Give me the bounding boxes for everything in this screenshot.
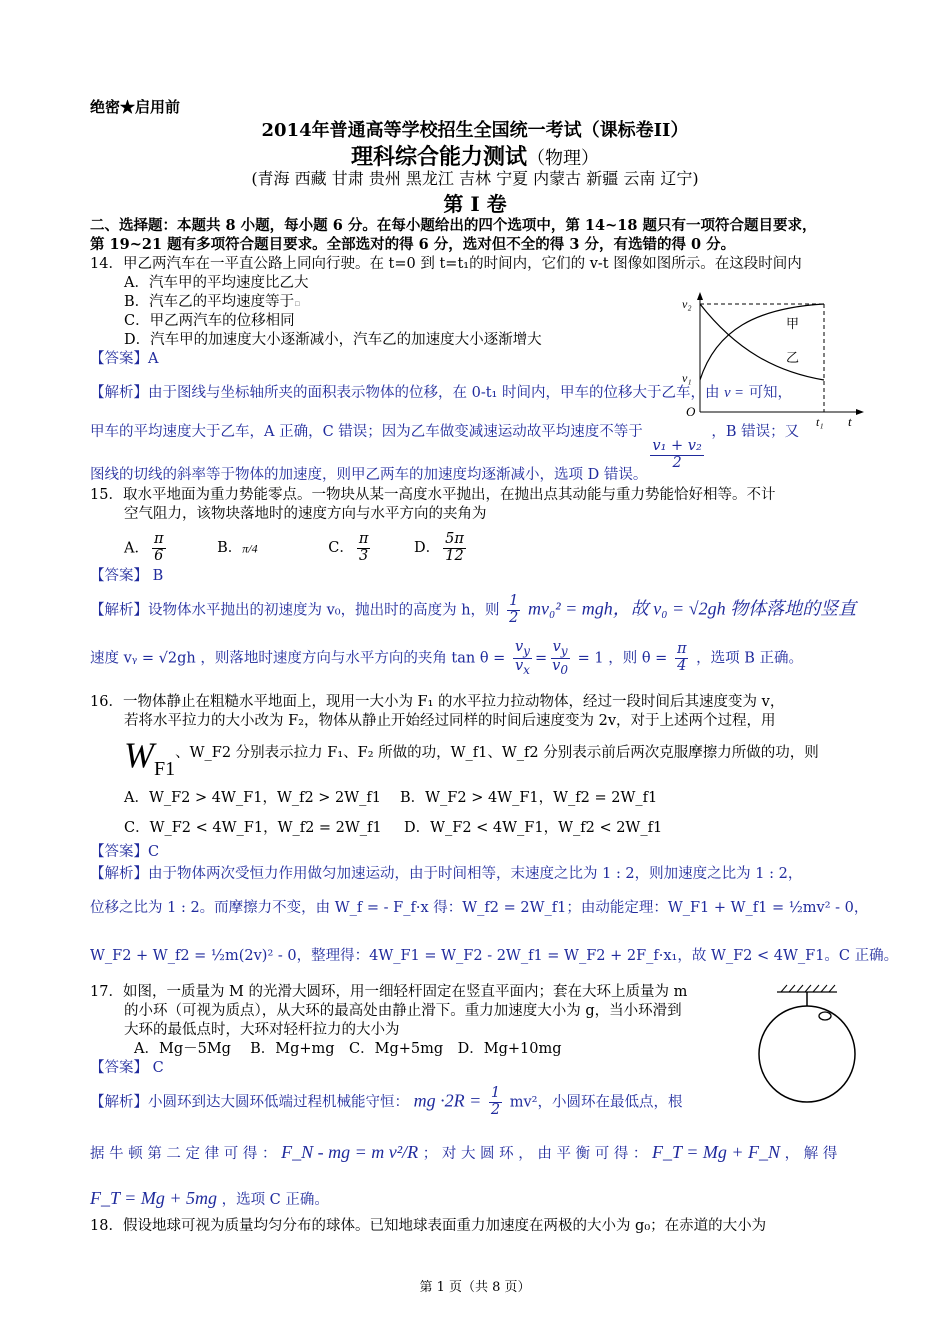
- ring-diagram: [755, 982, 865, 1112]
- subtitle-sub: （物理）: [527, 148, 599, 169]
- q18-stem: 18．假设地球可视为质量均匀分布的球体。已知地球表面重力加速度在两极的大小为 g₀；在赤道的大小为: [90, 1218, 767, 1234]
- q17-exp2d: F_T = Mg + F_N: [652, 1142, 781, 1162]
- q15-a-frac: [152, 532, 166, 565]
- graph-label-t1: t₁: [816, 415, 824, 429]
- q16-option-c: C．W_F2 < 4W_F1，W_f2 = 2W_f1: [124, 820, 382, 836]
- graph-label-jia: 甲: [786, 317, 800, 332]
- q14-frac-num: v₁ + v₂: [652, 438, 702, 454]
- q16-stem1: 16．一物体静止在粗糙水平地面上，现用一大小为 F₁ 的水平拉力拉动物体，经过一段时间后其速度变为 v，: [90, 694, 785, 710]
- q17-exp1c: mv²，小圆环在最低点，根: [509, 1094, 683, 1111]
- q17-exp2c: ； 对 大 圆 环 ， 由 平 衡 可 得 ：: [422, 1146, 648, 1162]
- secret-label: 绝密★启用前: [90, 98, 181, 116]
- q15-d-label: D．: [414, 540, 441, 557]
- vt-graph: [676, 290, 866, 430]
- q16-w-big: [124, 735, 176, 781]
- q15-c-den: 3: [359, 547, 369, 564]
- q17-exp3b: ，选项 C 正确。: [221, 1192, 329, 1208]
- q15-exp2-frac3: $\frac{\pi}{4}$: [676, 641, 687, 675]
- q15-b-label: B．: [217, 540, 243, 557]
- q14-option-c: C．甲乙两汽车的位移相同: [124, 313, 295, 329]
- q14-frac-den: 2: [672, 454, 682, 471]
- q14-answer: 【答案】A: [90, 351, 159, 367]
- q14-exp1-text: 【解析】由于图线与坐标轴所夹的面积表示物体的位移，在 0-t₁ 时间内，甲车的位移大于乙车，由: [90, 385, 720, 401]
- q15-b-val: π/4: [242, 541, 258, 556]
- q17-stem3: 大环的最低点时，大环对轻杆拉力的大小为: [124, 1022, 400, 1038]
- q16-w-sub: F1: [154, 758, 176, 781]
- q16-option-a: A．W_F2 > 4W_F1，W_f2 > 2W_f1: [124, 790, 382, 806]
- q15-a-num: π: [153, 531, 164, 547]
- q15-stem2: 空气阻力，该物块落地时的速度方向与水平方向的夹角为: [124, 506, 487, 522]
- curve-jia: [700, 304, 824, 380]
- q15-exp-line2: 速度 vᵧ = √2gh ，则落地时速度方向与水平方向的夹角 tan θ = $\frac{v_y}{v_x}$ = $\frac{v_y}{v_0}$ = 1 ，则 θ = $\frac{\pi}{4}$ ，选项 B 正确。: [90, 639, 803, 678]
- page-footer: 第 1 页（共 8 页）: [419, 1280, 531, 1295]
- q15-exp2a: 速度 vᵧ = √2gh ，则落地时速度方向与水平方向的夹角 tan θ =: [90, 650, 506, 667]
- graph-label-v1: v₁: [682, 371, 692, 385]
- q14-option-b-text: B．汽车乙的平均速度等于: [124, 294, 295, 310]
- q16-option-d: D．W_F2 < 4W_F1，W_f2 < 2W_f1: [404, 820, 663, 836]
- graph-label-t: t: [848, 414, 852, 429]
- q14-exp-line1: [90, 381, 792, 402]
- q15-c-num: π: [358, 531, 369, 547]
- q15-exp1a: 【解析】设物体水平抛出的初速度为 v₀，抛出时的高度为 h，则: [90, 602, 500, 619]
- q16-answer: 【答案】C: [90, 844, 160, 860]
- q17-exp-line3: [90, 1188, 329, 1209]
- q15-exp2-frac2: $\frac{v_y}{v_0}$: [552, 639, 569, 678]
- subtitle-main: 理科综合能力测试: [350, 144, 527, 170]
- q17-answer: 【答案】 C: [90, 1060, 164, 1076]
- q15-exp1-half: $\frac{1}{2}$: [509, 593, 519, 626]
- q17-exp1-half: $\frac{1}{2}$: [490, 1085, 501, 1118]
- q17-exp3a: F_T = Mg + 5mg: [90, 1188, 217, 1208]
- section2-line2: 第 19~21 题有多项符合题目要求。全部选对的得 6 分，选对但不全的得 3 分，有选错的得 0 分。: [90, 236, 736, 253]
- q14-option-b-fraction-glyph: ▫: [294, 299, 301, 309]
- q15-d-frac: [443, 532, 466, 565]
- volume-title: 第 Ⅰ 卷: [443, 192, 507, 216]
- q14-option-b: [124, 290, 300, 311]
- graph-label-yi: 乙: [786, 351, 800, 366]
- q14-exp-line3: 图线的切线的斜率等于物体的加速度，则甲乙两车的加速度均逐渐减小，选项 D 错误。: [90, 467, 648, 483]
- q15-exp2b: = 1 ，则 θ =: [577, 650, 668, 667]
- q15-exp1b: mv₀² = mgh，故 v₀ = √2gh 物体落地的竖直: [528, 598, 857, 619]
- q15-a-label: A．: [124, 540, 149, 557]
- q15-answer: 【答案】 B: [90, 568, 164, 584]
- q14-option-a: A．汽车甲的平均速度比乙大: [124, 275, 309, 291]
- q16-stem3-text: 、W_F2 分别表示拉力 F₁、F₂ 所做的功，W_f1、W_f2 分别表示前后两次克服摩擦力所做的功，则: [175, 745, 819, 761]
- q16-stem3: [124, 734, 819, 781]
- q17-stem1: 17．如图，一质量为 M 的光滑大圆环，用一细轻杆固定在竖直平面内；套在大环上质量为 m: [90, 984, 688, 1000]
- q15-d-den: 12: [445, 547, 464, 564]
- q15-exp-line1: [90, 594, 856, 627]
- graph-v-axis-arrow: [697, 292, 703, 300]
- q14-stem: 14．甲乙两汽车在一平直公路上同向行驶。在 t=0 到 t=t₁的时间内，它们的 v-t 图像如图所示。在这段时间内: [90, 256, 802, 272]
- big-ring: [759, 1006, 855, 1102]
- q17-options: A．Mg－5Mg B．Mg+mg C．Mg+5mg D．Mg+10mg: [134, 1041, 562, 1057]
- q14-option-d: D．汽车甲的加速度大小逐渐减小，汽车乙的加速度大小逐渐增大: [124, 332, 542, 348]
- q15-options: [124, 532, 469, 565]
- q17-stem2: 的小环（可视为质点），从大环的最高处由静止滑下。重力加速度大小为 g，当小环滑到: [124, 1003, 682, 1019]
- q17-exp-line2: [90, 1142, 837, 1163]
- regions-line: (青海 西藏 甘肃 贵州 黑龙江 吉林 宁夏 内蒙古 新疆 云南 辽宁): [251, 169, 699, 188]
- q15-c-label: C．: [328, 540, 354, 557]
- q15-exp2-frac1: $\frac{v_y}{v_x}$: [514, 639, 530, 678]
- q17-exp-line1: [90, 1086, 682, 1119]
- q14-exp1-formula: v =: [724, 385, 744, 401]
- q16-option-b: B．W_F2 > 4W_F1，W_f2 = 2W_f1: [400, 790, 658, 806]
- q15-stem1: 15．取水平地面为重力势能零点。一物块从某一高度水平抛出，在抛出点其动能与重力势能恰好相等。不计: [90, 487, 776, 503]
- q14-exp2b: ，B 错误；又: [711, 424, 800, 440]
- q16-stem2: 若将水平拉力的大小改为 F₂，物体从静止开始经过同样的时间后速度变为 2v，对于上述两个过程，用: [124, 713, 776, 729]
- q17-exp1b: mg ·2R =: [413, 1090, 482, 1111]
- q15-c-frac: [357, 532, 371, 565]
- q16-exp-line3: W_F2 + W_f2 = ½m(2v)² - 0，整理得：4W_F1 = W_F2 - 2W_f1 = W_F2 + 2F_f·x₁，故 W_F2 < 4W_F1。C 正确。: [90, 948, 899, 964]
- q14-exp1-tail: 可知，: [748, 385, 793, 401]
- q17-exp1a: 【解析】小圆环到达大圆环低端过程机械能守恒：: [90, 1094, 409, 1111]
- q16-exp-line1: 【解析】由于物体两次受恒力作用做匀加速运动，由于时间相等，末速度之比为 1 : 2，则加速度之比为 1 : 2，: [90, 866, 803, 882]
- q14-exp-fraction: [650, 439, 703, 472]
- q15-a-den: 6: [154, 547, 164, 564]
- section2-line1: 二、选择题：本题共 8 小题，每小题 6 分。在每小题给出的四个选项中，第 14~18 题只有一项符合题目要求，: [90, 217, 817, 234]
- graph-label-origin: O: [686, 404, 696, 419]
- q16-w-letter: W: [124, 735, 154, 775]
- ceiling-hatch: [781, 985, 835, 992]
- graph-t-axis-arrow: [856, 409, 864, 415]
- q14-exp2a: 甲车的平均速度大于乙车，A 正确，C 错误；因为乙车做变减速运动故平均速度不等于: [90, 424, 643, 440]
- q15-exp2c: ，选项 B 正确。: [696, 650, 803, 667]
- graph-label-v2: v₂: [682, 297, 692, 311]
- q17-exp2a: 据 牛 顿 第 二 定 律 可 得 ：: [90, 1146, 277, 1162]
- q17-exp2e: ， 解 得: [784, 1146, 838, 1162]
- small-ring: [819, 1012, 831, 1020]
- exam-title: 2014年普通高等学校招生全国统一考试（课标卷II）: [261, 120, 689, 141]
- q16-exp-line2: 位移之比为 1 : 2。而摩擦力不变，由 W_f = - F_f·x 得：W_f2 = 2W_f1；由动能定理：W_F1 + W_f1 = ½mv² - 0，: [90, 900, 869, 916]
- q17-exp2b: F_N - mg = m v²/R: [281, 1142, 419, 1162]
- q15-d-num: 5π: [445, 531, 464, 547]
